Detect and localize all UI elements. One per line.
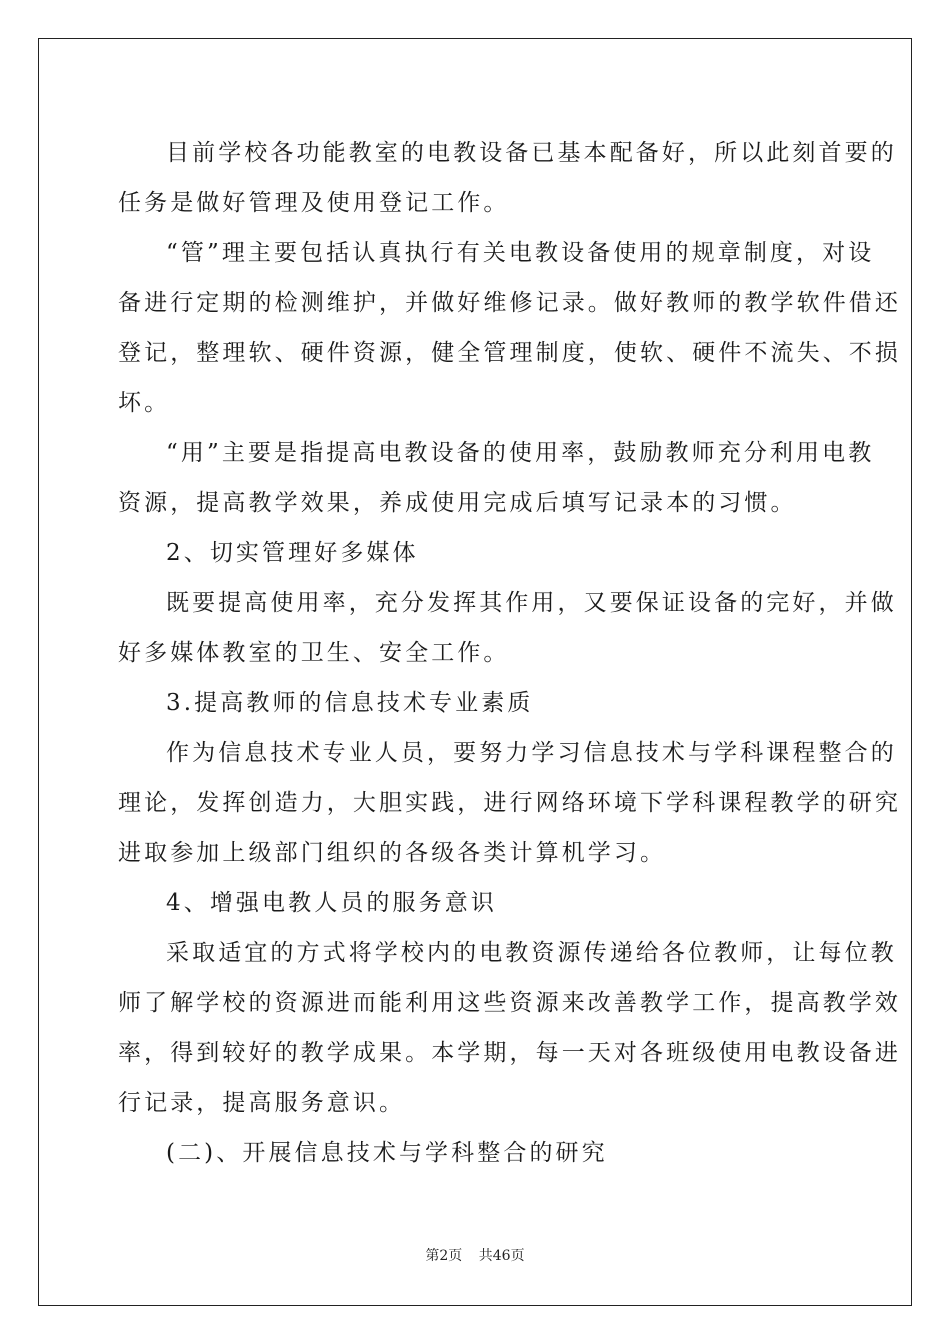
body-paragraph <box>118 578 897 678</box>
paragraph-line: “管”理主要包括认真执行有关电教设备使用的规章制度，对设 <box>166 240 875 266</box>
page-total: 共46页 <box>478 1248 525 1264</box>
paragraph-line: 坏。 <box>118 390 171 416</box>
paragraph-line: 好多媒体教室的卫生、安全工作。 <box>118 640 510 666</box>
paragraph-line: 备进行定期的检测维护，并做好维修记录。做好教师的教学软件借还 <box>118 290 901 316</box>
body-paragraph <box>118 428 875 528</box>
paragraph-line: 行记录，提高服务意识。 <box>118 1090 406 1116</box>
paragraph-line: 进取参加上级部门组织的各级各类计算机学习。 <box>118 840 667 866</box>
section-heading: (二)、开展信息技术与学科整合的研究 <box>166 1140 608 1166</box>
paragraph-line: 理论，发挥创造力，大胆实践，进行网络环境下学科课程教学的研究 <box>118 790 901 816</box>
page-number: 第2页 <box>425 1248 463 1264</box>
body-paragraph <box>118 228 901 428</box>
paragraph-line: 目前学校各功能教室的电教设备已基本配备好，所以此刻首要的 <box>166 140 897 166</box>
section-heading: 2、切实管理好多媒体 <box>166 540 419 566</box>
paragraph-line: 既要提高使用率，充分发挥其作用，又要保证设备的完好，并做 <box>166 590 897 616</box>
paragraph-line: “用”主要是指提高电教设备的使用率，鼓励教师充分利用电教 <box>166 440 875 466</box>
page-footer <box>0 1245 950 1265</box>
document-body <box>118 128 901 1178</box>
section-heading: 4、增强电教人员的服务意识 <box>166 890 497 916</box>
body-paragraph <box>118 128 897 228</box>
paragraph-line: 作为信息技术专业人员，要努力学习信息技术与学科课程整合的 <box>166 740 897 766</box>
body-paragraph <box>118 728 901 878</box>
section-heading: 3.提高教师的信息技术专业素质 <box>166 690 534 716</box>
paragraph-line: 采取适宜的方式将学校内的电教资源传递给各位教师，让每位教 <box>166 940 897 966</box>
paragraph-line: 师了解学校的资源进而能利用这些资源来改善教学工作，提高教学效 <box>118 990 901 1016</box>
paragraph-line: 资源，提高教学效果，养成使用完成后填写记录本的习惯。 <box>118 490 797 516</box>
body-paragraph <box>118 928 901 1128</box>
paragraph-line: 率，得到较好的教学成果。本学期，每一天对各班级使用电教设备进 <box>118 1040 901 1066</box>
paragraph-line: 登记，整理软、硬件资源，健全管理制度，使软、硬件不流失、不损 <box>118 340 901 366</box>
paragraph-line: 任务是做好管理及使用登记工作。 <box>118 190 510 216</box>
